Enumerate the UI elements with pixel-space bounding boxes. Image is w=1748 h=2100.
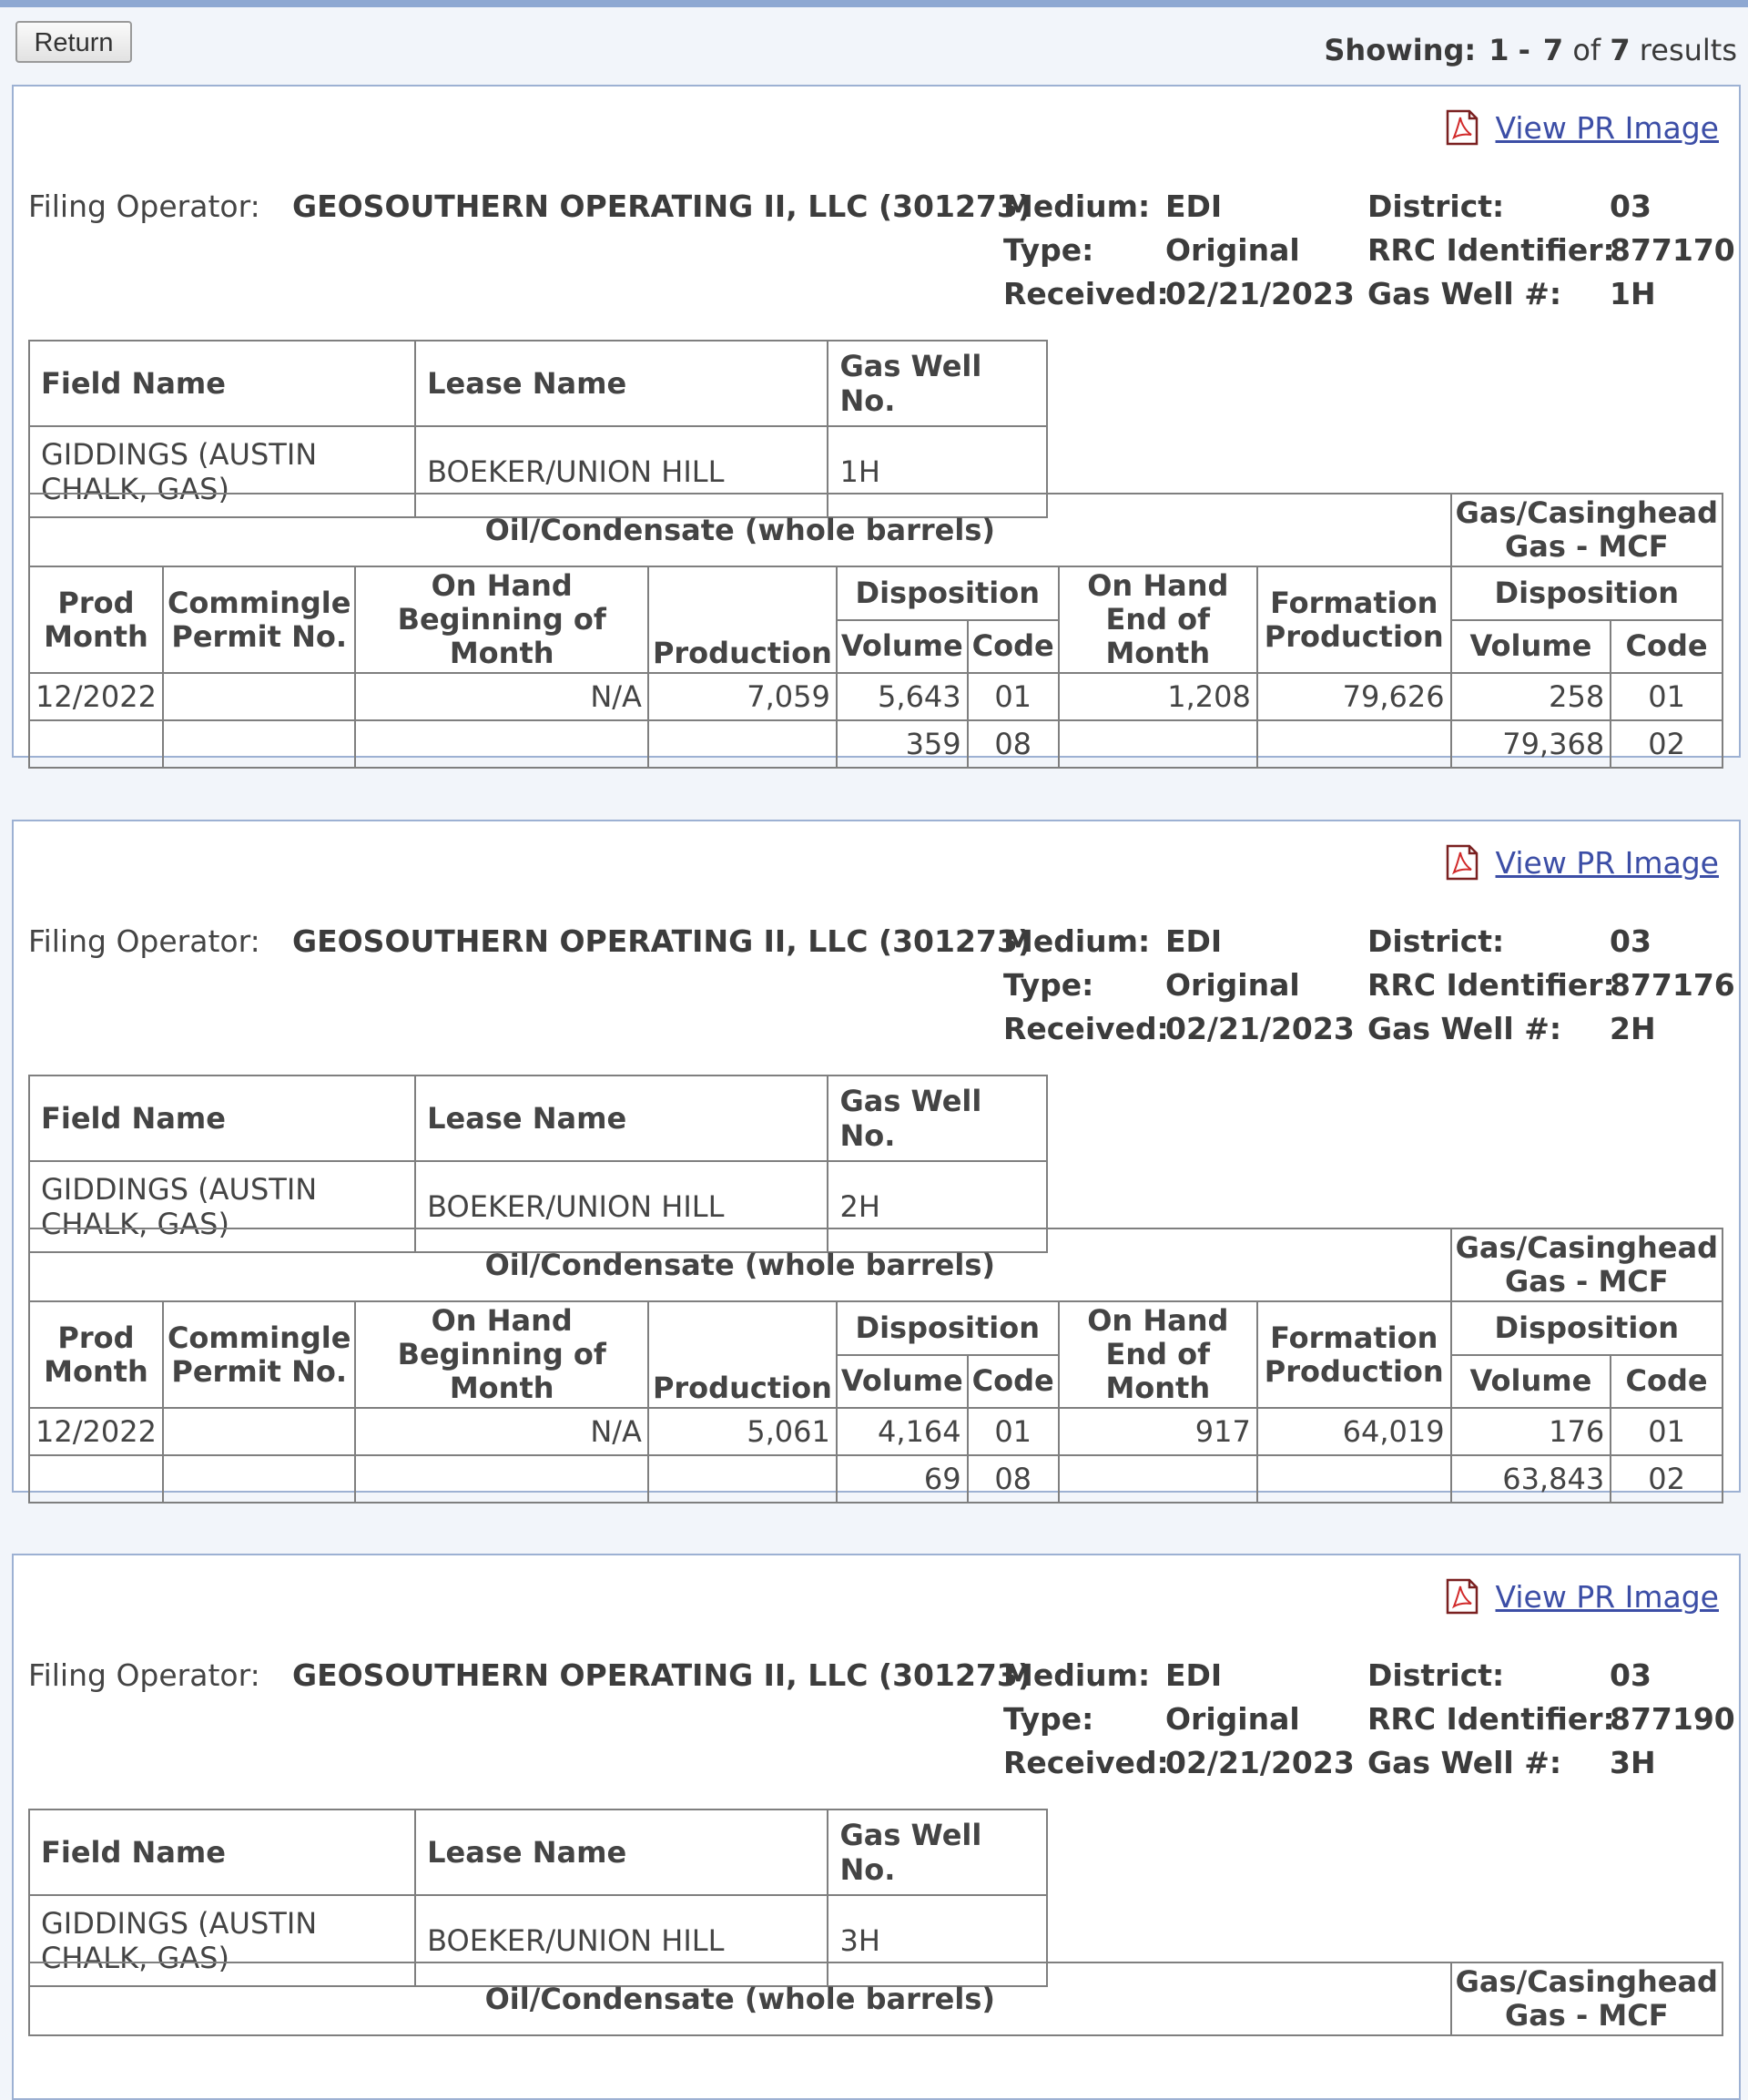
- gas-code-cell: 01: [1611, 1408, 1723, 1455]
- medium-value: EDI: [1165, 923, 1223, 959]
- gas-well-no-header: Gas Well No.: [828, 341, 1047, 426]
- gas-volume-cell: 176: [1451, 1408, 1611, 1455]
- gas-well-label: Gas Well #:: [1367, 1011, 1562, 1046]
- filing-info: [14, 189, 1739, 325]
- field-name-line-2: CHALK, GAS): [41, 472, 229, 506]
- lease-name-header: Lease Name: [415, 1075, 828, 1161]
- gas-volume-cell: 63,843: [1451, 1455, 1611, 1503]
- field-name-header: Field Name: [29, 1075, 415, 1161]
- prod-month-cell: 12/2022: [29, 673, 163, 720]
- formation-production-header: [1257, 566, 1451, 673]
- field-name-header: Field Name: [29, 1809, 415, 1895]
- gas-code-cell: 02: [1611, 1455, 1723, 1503]
- received-value: 02/21/2023: [1165, 1745, 1355, 1780]
- formation-label: Formation: [1270, 585, 1438, 620]
- oil-volume-cell: 5,643: [837, 673, 968, 720]
- showing-label: Showing:: [1324, 33, 1477, 67]
- formation-production-header: [1257, 1301, 1451, 1408]
- month-label: Month: [44, 1353, 148, 1389]
- gas-code-cell: 01: [1611, 673, 1723, 720]
- lease-table: [28, 1075, 1048, 1253]
- on-hand-end-cell: [1059, 1455, 1257, 1503]
- prod-label: Prod: [57, 585, 135, 620]
- medium-label: Medium:: [1003, 189, 1151, 224]
- on-hand-begin-cell: [355, 720, 648, 768]
- lease-name-header: Lease Name: [415, 1809, 828, 1895]
- top-border: [0, 0, 1748, 7]
- permit-no-label: Permit No.: [171, 618, 347, 654]
- district-value: 03: [1610, 189, 1651, 224]
- field-name-line-1: GIDDINGS (AUSTIN: [41, 437, 318, 472]
- commingle-permit-cell: [163, 720, 355, 768]
- type-value: Original: [1165, 967, 1300, 1003]
- oil-volume-cell: 359: [837, 720, 968, 768]
- prod-month-cell: 12/2022: [29, 1408, 163, 1455]
- district-label: District:: [1367, 189, 1505, 224]
- received-label: Received:: [1003, 1745, 1169, 1780]
- type-label: Type:: [1003, 232, 1094, 268]
- gas-production-cell: [1257, 1455, 1451, 1503]
- gas-volume-header: Volume: [1451, 620, 1611, 674]
- pdf-icon: [1445, 1577, 1479, 1616]
- on-hand-end-cell: 917: [1059, 1408, 1257, 1455]
- type-label: Type:: [1003, 967, 1094, 1003]
- table-row: [29, 1455, 1723, 1503]
- beginning-of-month-label: Beginning of Month: [397, 602, 606, 670]
- results-label: results: [1639, 33, 1737, 67]
- formation-label: Formation: [1270, 1320, 1438, 1355]
- oil-code-cell: 08: [968, 1455, 1059, 1503]
- end-of-month-label: End of Month: [1105, 1337, 1211, 1405]
- gas-casinghead-group-header: Gas/Casinghead Gas - MCF: [1451, 1228, 1723, 1301]
- gas-volume-cell: 79,368: [1451, 720, 1611, 768]
- on-hand-end-header: [1059, 1301, 1257, 1408]
- type-label: Type:: [1003, 1701, 1094, 1737]
- view-pr-image-label: View PR Image: [1495, 110, 1719, 146]
- table-row: [29, 673, 1723, 720]
- table-row: [29, 720, 1723, 768]
- pdf-icon: [1445, 108, 1479, 147]
- gas-production-cell: 64,019: [1257, 1408, 1451, 1455]
- oil-volume-cell: 4,164: [837, 1408, 968, 1455]
- oil-code-header: Code: [968, 620, 1059, 674]
- on-hand-end-header: [1059, 566, 1257, 673]
- gas-production-cell: [1257, 720, 1451, 768]
- gas-well-no-header: Gas Well No.: [828, 1809, 1047, 1895]
- lease-name-cell: BOEKER/UNION HILL: [415, 1895, 828, 1986]
- oil-production-cell: [648, 720, 837, 768]
- type-value: Original: [1165, 1701, 1300, 1737]
- received-value: 02/21/2023: [1165, 1011, 1355, 1046]
- oil-code-header: Code: [968, 1355, 1059, 1409]
- oil-code-cell: 01: [968, 1408, 1059, 1455]
- gas-well-label: Gas Well #:: [1367, 276, 1562, 311]
- oil-production-header: Production: [648, 1301, 837, 1408]
- gas-volume-cell: 258: [1451, 673, 1611, 720]
- oil-code-cell: 01: [968, 673, 1059, 720]
- on-hand-end-cell: [1059, 720, 1257, 768]
- lease-name-cell: BOEKER/UNION HILL: [415, 426, 828, 517]
- rrc-identifier-label: RRC Identifier:: [1367, 967, 1615, 1003]
- gas-code-header: Code: [1611, 620, 1723, 674]
- field-name-line-1: GIDDINGS (AUSTIN: [41, 1172, 318, 1207]
- field-name-header: Field Name: [29, 341, 415, 426]
- prod-label: Prod: [57, 1320, 135, 1355]
- view-pr-image-link[interactable]: [1445, 1577, 1719, 1616]
- oil-condensate-group-header: Oil/Condensate (whole barrels): [29, 494, 1451, 566]
- commingle-label: Commingle: [167, 585, 351, 620]
- on-hand-end-cell: 1,208: [1059, 673, 1257, 720]
- district-label: District:: [1367, 923, 1505, 959]
- filing-info: [14, 1657, 1739, 1794]
- range-start: 1: [1489, 33, 1509, 67]
- end-of-month-label: End of Month: [1105, 602, 1211, 670]
- oil-production-cell: 5,061: [648, 1408, 837, 1455]
- filing-operator-value: GEOSOUTHERN OPERATING II, LLC (301273): [292, 189, 1032, 224]
- commingle-permit-header: [163, 566, 355, 673]
- lease-name-cell: BOEKER/UNION HILL: [415, 1161, 828, 1252]
- filing-operator-label: Filing Operator:: [28, 1657, 260, 1693]
- prod-month-cell: [29, 720, 163, 768]
- gas-well-label: Gas Well #:: [1367, 1745, 1562, 1780]
- results-summary: [1324, 33, 1737, 67]
- gas-disposition-header: Disposition: [1451, 566, 1723, 620]
- view-pr-image-link[interactable]: [1445, 843, 1719, 882]
- on-hand-begin-cell: [355, 1455, 648, 1503]
- view-pr-image-link[interactable]: [1445, 108, 1719, 147]
- filing-operator-label: Filing Operator:: [28, 923, 260, 959]
- oil-production-cell: [648, 1455, 837, 1503]
- on-hand-label: On Hand: [1087, 568, 1229, 603]
- district-value: 03: [1610, 1657, 1651, 1693]
- commingle-label: Commingle: [167, 1320, 351, 1355]
- table-row: [29, 1408, 1723, 1455]
- production-table: [28, 493, 1723, 769]
- on-hand-label: On Hand: [431, 1303, 573, 1338]
- oil-volume-cell: 69: [837, 1455, 968, 1503]
- gas-well-no-cell: 1H: [828, 426, 1047, 517]
- beginning-of-month-label: Beginning of Month: [397, 1337, 606, 1405]
- gas-well-no-cell: 2H: [828, 1161, 1047, 1252]
- rrc-identifier-value: 877190: [1610, 1701, 1735, 1737]
- pdf-icon: [1445, 843, 1479, 882]
- month-label: Month: [44, 618, 148, 654]
- gas-casinghead-group-header: Gas/Casinghead Gas - MCF: [1451, 494, 1723, 566]
- view-pr-image-label: View PR Image: [1495, 1579, 1719, 1615]
- prod-month-header: [29, 1301, 163, 1408]
- on-hand-label: On Hand: [431, 568, 573, 603]
- gas-well-value: 1H: [1610, 276, 1656, 311]
- medium-value: EDI: [1165, 189, 1223, 224]
- return-button[interactable]: Return: [15, 21, 132, 63]
- type-value: Original: [1165, 232, 1300, 268]
- oil-volume-header: Volume: [837, 1355, 968, 1409]
- medium-label: Medium:: [1003, 1657, 1151, 1693]
- district-value: 03: [1610, 923, 1651, 959]
- received-value: 02/21/2023: [1165, 276, 1355, 311]
- production-table: [28, 1228, 1723, 1504]
- prod-month-cell: [29, 1455, 163, 1503]
- on-hand-label: On Hand: [1087, 1303, 1229, 1338]
- oil-disposition-header: Disposition: [837, 1301, 1059, 1355]
- commingle-permit-cell: [163, 673, 355, 720]
- gas-volume-header: Volume: [1451, 1355, 1611, 1409]
- filing-operator-value: GEOSOUTHERN OPERATING II, LLC (301273): [292, 923, 1032, 959]
- medium-label: Medium:: [1003, 923, 1151, 959]
- rrc-identifier-value: 877176: [1610, 967, 1735, 1003]
- lease-table: [28, 1809, 1048, 1987]
- gas-casinghead-group-header: Gas/Casinghead Gas - MCF: [1451, 1962, 1723, 2035]
- commingle-permit-cell: [163, 1455, 355, 1503]
- oil-condensate-group-header: Oil/Condensate (whole barrels): [29, 1962, 1451, 2035]
- gas-well-value: 2H: [1610, 1011, 1656, 1046]
- received-label: Received:: [1003, 276, 1169, 311]
- on-hand-begin-cell: N/A: [355, 673, 648, 720]
- filing-operator-value: GEOSOUTHERN OPERATING II, LLC (301273): [292, 1657, 1032, 1693]
- filing-info: [14, 923, 1739, 1060]
- district-label: District:: [1367, 1657, 1505, 1693]
- range-end: 7: [1542, 33, 1564, 67]
- medium-value: EDI: [1165, 1657, 1223, 1693]
- results-total: 7: [1610, 33, 1631, 67]
- on-hand-beginning-header: [355, 1301, 648, 1408]
- oil-production-cell: 7,059: [648, 673, 837, 720]
- oil-disposition-header: Disposition: [837, 566, 1059, 620]
- lease-name-header: Lease Name: [415, 341, 828, 426]
- oil-condensate-group-header: Oil/Condensate (whole barrels): [29, 1228, 1451, 1301]
- rrc-identifier-value: 877170: [1610, 232, 1735, 268]
- view-pr-image-label: View PR Image: [1495, 845, 1719, 881]
- commingle-permit-header: [163, 1301, 355, 1408]
- rrc-identifier-label: RRC Identifier:: [1367, 1701, 1615, 1737]
- commingle-permit-cell: [163, 1408, 355, 1455]
- received-label: Received:: [1003, 1011, 1169, 1046]
- production-table: [28, 1962, 1723, 2036]
- oil-code-cell: 08: [968, 720, 1059, 768]
- production-label: Production: [1264, 618, 1444, 654]
- on-hand-begin-cell: N/A: [355, 1408, 648, 1455]
- permit-no-label: Permit No.: [171, 1353, 347, 1389]
- field-name-line-1: GIDDINGS (AUSTIN: [41, 1906, 318, 1941]
- gas-disposition-header: Disposition: [1451, 1301, 1723, 1355]
- oil-production-header: Production: [648, 566, 837, 673]
- range-dash: -: [1518, 33, 1530, 67]
- prod-month-header: [29, 566, 163, 673]
- gas-well-no-header: Gas Well No.: [828, 1075, 1047, 1161]
- field-name-line-2: CHALK, GAS): [41, 1207, 229, 1241]
- gas-code-header: Code: [1611, 1355, 1723, 1409]
- lease-table: [28, 340, 1048, 518]
- production-record-card: [12, 820, 1741, 1496]
- rrc-identifier-label: RRC Identifier:: [1367, 232, 1615, 268]
- oil-volume-header: Volume: [837, 620, 968, 674]
- of-label: of: [1572, 33, 1601, 67]
- gas-well-no-cell: 3H: [828, 1895, 1047, 1986]
- production-record-card: [12, 1554, 1741, 2100]
- production-record-card: [12, 85, 1741, 761]
- gas-code-cell: 02: [1611, 720, 1723, 768]
- gas-production-cell: 79,626: [1257, 673, 1451, 720]
- gas-well-value: 3H: [1610, 1745, 1656, 1780]
- on-hand-beginning-header: [355, 566, 648, 673]
- production-label: Production: [1264, 1353, 1444, 1389]
- field-name-line-2: CHALK, GAS): [41, 1941, 229, 1975]
- filing-operator-label: Filing Operator:: [28, 189, 260, 224]
